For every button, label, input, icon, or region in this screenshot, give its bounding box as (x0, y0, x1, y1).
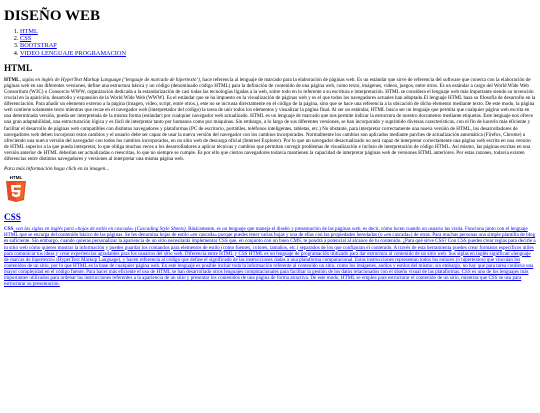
more-info-text: Para más información haga click en la imagen... (4, 166, 110, 173)
nav-item-html (20, 28, 536, 35)
nav-link-css[interactable]: CSS (20, 35, 32, 43)
nav-item-video (20, 50, 536, 57)
css-lead-bold: CSS (4, 226, 14, 233)
page-title: DISEÑO WEB (4, 8, 101, 24)
nav-link-bootstrap[interactable]: BOOTSTRAP (20, 42, 57, 50)
svg-text:HTML: HTML (9, 175, 23, 181)
html-lead-bold: HTML (4, 76, 20, 83)
html-heading: HTML (4, 62, 33, 73)
html-section (4, 63, 536, 202)
html5-logo-link[interactable] (4, 174, 536, 202)
css-section (4, 212, 536, 287)
css-heading-wrapper (4, 212, 536, 223)
nav-link-video[interactable]: VIDEO LENGUAJE PROGRAMACION (20, 49, 126, 57)
html-paragraph (4, 77, 536, 162)
nav-item-css (20, 35, 536, 42)
html5-logo-icon[interactable] (4, 174, 28, 202)
css-heading-link[interactable]: CSS (4, 212, 21, 223)
css-paragraph (4, 226, 536, 287)
css-body-text: . Básicamente, es un lenguaje que maneja el diseño y presentación de las páginas web, es decir, cómo lucen cuando un usuario las visita. Funciona junto con el lenguaje HTML que se encarga del contenido básico de las páginas. Se les denomina hojas de estilo «en cascada» porque puedes tener varias hojas y una de ellas con las propiedades heredadas (o «en cascada») de otras. Para muchas personas una simple plantilla de blog es suficiente. Sin embargo, cuando quieras personalizar la apariencia de un sitio necesitarás implementar CSS que, en conjunto con un buen CMS, te pondrá a potencial al alcance de tu contenido. ¿Para qué sirve CSS? Con CSS puedes crear reglas para decirle a tu sitio web cómo quieres mostrar la información y puedes guardar los comandos para elementos de estilo (como fuentes, colores, tamaños, etc.) separados de los que configuran el contenido. A través de esta herramienta puedes crear formatos específicos útiles para comunicar tus ideas y crear experiencias agradables para los usuarios del sitio web. Diferencia entre HTML y CSS HTML es un lenguaje de programación utilizado para dar estructura al contenido de un sitio web. Sus siglas en inglés significan «lenguaje de marcas de hipertexto» (HyperText Markup Language), y hacen referencia al código que define el significado de las instrucciones dadas a una plataforma computacional. Estas instrucciones representan todos los enlaces (o hipertextos) que vinculan los contenidos de un sitio, por lo que HTML es la base de cualquier página web. En este lenguaje es posible incluir toda la información referente al contenido un sitio, como los imágenes, audios y estilos del mismo; sin embargo, no hay que para tarea conlleva una mayor complejidad en el código fuente. Para hacer más eficiente el uso de HTML se han desarrollado otros lenguajes computacionales para facilitar la gestión de los datos relacionados con el diseño visual de las plataformas. CSS es uno de los lenguajes más importantes utilizados para ordenar las instrucciones referentes a la apariencia de un sitio y presentar los contenidos de una página de forma atractiva. De este modo, HTML se emplea para estructurar el contenido de un sitio, mientras que CSS se usa para estructurar su presentación. (4, 226, 536, 288)
html-body-text: , hace referencia al lenguaje de marcado para la elaboración de páginas web. Es un estándar que sirve de referencia del software que conecta con la elaboración de páginas web en sus diferentes versiones, define una estructura básica y un código (denominado código HTML) para la definición de contenido de una página web, como texto, imágenes, videos, juegos, entre otros. Es un estándar a cargo del World Wide Web Consortium (W3C) o Consorcio WWW, organización dedicada a la estandarización de casi todas las tecnologías ligadas a la web, sobre todo en lo referente a su escritura e interpretación. HTML se considera el lenguaje web más importante siendo su invención crucial en la aparición, desarrollo y expansión de la World Wide Web (WWW). Es el estándar que se ha impuesto en la visualización de páginas web y es el que todos los navegadores actuales han adoptado.El lenguaje HTML basa su filosofía de desarrollo en la diferenciación. Para añadir un elemento externo a la página (imagen, vídeo, script, entre otros.), este no se incrusta directamente en el código de la página, sino que se hace una referencia a la ubicación de dicho elemento mediante texto. De este modo, la página web contiene solamente texto mientras que recae en el navegador web (interpretador del código) la tarea de unir todos los elementos y visualizar la página final. Al ser un estándar, HTML busca ser un lenguaje que permita que cualquier página web escrita en una determinada versión, pueda ser interpretada de la misma forma (estándar) por cualquier navegador web actualizado. HTML es un lenguaje de marcado que nos permite indicar la estructura de nuestro documento mediante etiquetas. Este lenguaje nos ofrece una gran adaptabilidad, una estructuración lógica y es fácil de interpretar tanto por humanos como por máquinas. Sin embargo, a lo largo de sus diferentes versiones, se han incorporado y suprimido diversas características, con el fin de hacerlo más eficiente y facilitar el desarrollo de páginas web compatibles con distintos navegadores y plataformas (PC de escritorio, portátiles, teléfonos inteligentes, tabletas, etc.) No obstante, para interpretar correctamente una nueva versión de HTML, los desarrolladores de navegadores web deben incorporar estos cambios y el usuario debe ser capaz de usar la nueva versión del navegador con los cambios incorporados. Normalmente los cambios son aplicados mediante parches de actualización automática (Firefox, Chrome) u ofreciendo una nueva versión del navegador con todos los cambios incorporados, en un sitio web de descarga oficial (Internet Explorer). Por lo que un navegador desactualizado no será capaz de interpretar correctamente una página web escrita en una versión de HTML superior a la que pueda interpretar, lo que obliga muchas veces a los desarrolladores a aplicar técnicas y cambios que permitan corregir problemas de visualización e incluso de interpretación de código HTML. Así mismo, las páginas escritas en una versión anterior de HTML deberían ser actualizadas o reescritas, lo que no siempre se cumple. Es por ello que ciertos navegadores todavía mantienen la capacidad de interpretar páginas web de versiones HTML anteriores. Por estas razones, todavía existen diferencias entre distintos navegadores y versiones al interpretar una misma página web. (4, 76, 536, 163)
nav-list (4, 28, 536, 57)
nav-link-html[interactable]: HTML (20, 28, 38, 35)
css-lead-italic: , son las siglas en inglés para «hojas de estilo en cascada» (Cascading Style Sheets) (13, 226, 186, 233)
html-lead-italic: , siglas en inglés de HyperText Markup Language (‘lenguaje de marcado de hipertexto’) (19, 76, 200, 83)
nav-item-bootstrap (20, 42, 536, 49)
